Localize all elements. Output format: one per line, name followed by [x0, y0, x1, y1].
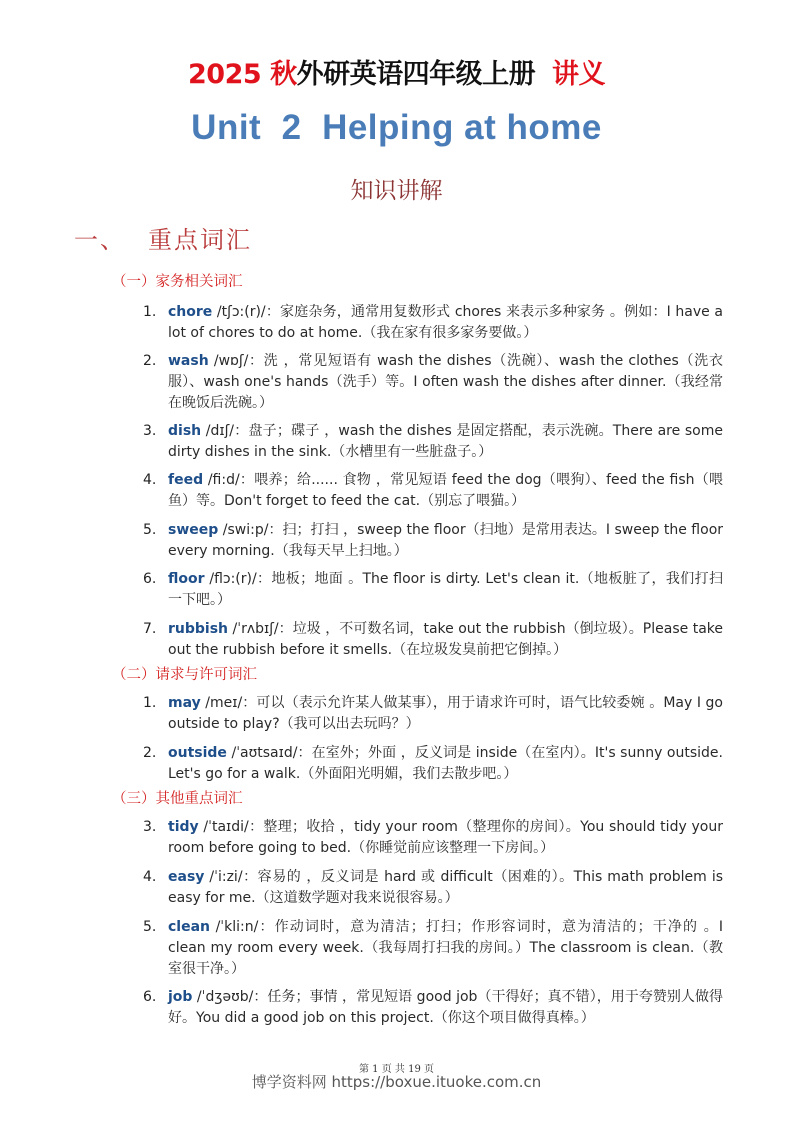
- footer-watermark: 博学资料网 https://boxue.ituoke.com.cn: [251, 1073, 542, 1091]
- item-number: 5.: [143, 919, 157, 935]
- vocab-item: [143, 569, 723, 611]
- item-number: 1.: [143, 304, 157, 320]
- vocab-word: tidy: [168, 819, 199, 835]
- phonetic: /ˈtaɪdi/：: [198, 819, 264, 835]
- explanation: 洗 ，常见短语有 wash the dishes（洗碗）、wash the clothes（洗衣服）、wash one's hands（洗手）等。I often wash the dishes after dinner.（我经常在晚饭后洗碗。）: [168, 353, 723, 411]
- vocab-word: rubbish: [168, 621, 229, 637]
- item-number: 6.: [143, 571, 157, 587]
- explanation: 整理；收拾 ，tidy your room（整理你的房间）。You should tidy your room before going to bed.（你睡觉前应该整理一下房间。）: [168, 819, 723, 856]
- explanation: 家庭杂务，通常用复数形式 chores 来表示多种家务 。例如：I have a lot of chores to do at home.（我在家有很多家务要做。）: [168, 304, 723, 341]
- vocab-item: [143, 421, 723, 463]
- phonetic: /fi:d/：: [203, 472, 255, 488]
- phonetic: /flɔ:(r)/：: [204, 571, 272, 587]
- title-main: 外研英语四年级上册: [296, 59, 536, 90]
- phonetic: /ˈkli:n/：: [210, 919, 275, 935]
- item-number: 4.: [143, 869, 157, 885]
- item-number: 2.: [143, 353, 157, 369]
- phonetic: /swi:p/：: [218, 522, 283, 538]
- item-number: 4.: [143, 472, 157, 488]
- vocab-item: [143, 917, 723, 980]
- explanation: 容易的 ，反义词是 hard 或 difficult（困难的）。This math problem is easy for me.（这道数学题对我来说很容易。）: [168, 869, 724, 906]
- item-number: 7.: [143, 621, 157, 637]
- subsection-heading: （三）其他重点词汇: [112, 791, 243, 807]
- phonetic: /meɪ/：: [200, 695, 257, 711]
- section-heading: [74, 220, 252, 255]
- explanation: 垃圾 ，不可数名词，take out the rubbish（倒垃圾）。Please take out the rubbish before it smells.（在垃圾发臭前把它倒掉。）: [168, 621, 723, 658]
- vocab-item: [143, 817, 723, 859]
- phonetic: /ˈi:zi/：: [204, 869, 258, 885]
- document-title: [0, 52, 793, 91]
- vocab-item: [143, 302, 723, 344]
- vocab-word: feed: [168, 472, 204, 488]
- explanation: 作动词时，意为清洁；打扫；作形容词时，意为清洁的；干净的 。I clean my room every week.（我每周打扫我的房间。）The classroom is clean.（教室很干净。）: [168, 919, 723, 977]
- phonetic: /tʃɔ:(r)/：: [212, 304, 281, 320]
- vocab-item: [143, 987, 723, 1029]
- vocab-word: clean: [168, 919, 211, 935]
- vocab-item: [143, 743, 723, 785]
- item-number: 5.: [143, 522, 157, 538]
- subsection-heading: （一）家务相关词汇: [112, 274, 243, 290]
- explanation: 盘子；碟子 ，wash the dishes 是固定搭配，表示洗碗。There are some dirty dishes in the sink.（水槽里有一些脏盘子。）: [168, 423, 723, 460]
- section-label: 重点词汇: [148, 226, 252, 254]
- vocab-word: wash: [168, 353, 209, 369]
- unit-title: Unit 2 Helping at home: [191, 108, 602, 147]
- title-suffix: 讲义: [551, 59, 605, 90]
- vocab-word: may: [168, 695, 201, 711]
- explanation: 任务；事情 ，常见短语 good job（干得好；真不错），用于夸赞别人做得好。You did a good job on this project.（你这个项目做得真棒。）: [168, 989, 723, 1026]
- explanation: 喂养；给...... 食物 ，常见短语 feed the dog（喂狗）、feed the fish（喂鱼）等。Don't forget to feed the cat.（别忘了喂猫。）: [168, 472, 723, 509]
- subtitle: 知识讲解: [350, 178, 443, 204]
- phonetic: /ˈrʌbɪʃ/：: [228, 621, 293, 637]
- vocab-item: [143, 867, 723, 909]
- vocab-item: [143, 619, 723, 661]
- vocab-item: [143, 470, 723, 512]
- explanation: 地板；地面 。The floor is dirty. Let's clean it.（地板脏了，我们打扫一下吧。）: [168, 571, 723, 608]
- item-number: 1.: [143, 695, 157, 711]
- vocab-word: outside: [168, 745, 227, 761]
- vocab-word: chore: [168, 304, 213, 320]
- vocab-word: easy: [168, 869, 205, 885]
- vocab-item: [143, 693, 723, 735]
- explanation: 可以（表示允许某人做某事），用于请求许可时，语气比较委婉 。May I go outside to play?（我可以出去玩吗？）: [168, 695, 723, 732]
- title-season: 秋: [270, 59, 297, 90]
- vocab-word: sweep: [168, 522, 219, 538]
- phonetic: /ˈdʒəʊb/：: [192, 989, 268, 1005]
- explanation: 在室外；外面 ，反义词是 inside（在室内）。It's sunny outside. Let's go for a walk.（外面阳光明媚，我们去散步吧。）: [168, 745, 723, 782]
- item-number: 3.: [143, 819, 157, 835]
- subsection-heading: （二）请求与许可词汇: [112, 667, 257, 683]
- section-number: 一、: [74, 226, 126, 254]
- item-number: 2.: [143, 745, 157, 761]
- vocab-item: [143, 351, 723, 414]
- vocab-item: [143, 520, 723, 562]
- explanation: 扫；打扫 ，sweep the floor（扫地）是常用表达。I sweep the floor every morning.（我每天早上扫地。）: [168, 522, 724, 559]
- phonetic: /wɒʃ/：: [208, 353, 264, 369]
- title-year: 2025: [188, 59, 262, 90]
- vocab-word: job: [168, 989, 193, 1005]
- vocab-word: dish: [168, 423, 202, 439]
- vocab-word: floor: [168, 571, 205, 587]
- item-number: 6.: [143, 989, 157, 1005]
- phonetic: /ˈaʊtsaɪd/：: [226, 745, 312, 761]
- phonetic: /dɪʃ/：: [201, 423, 249, 439]
- page-number: 第 1 页 共 19 页: [359, 1064, 434, 1075]
- item-number: 3.: [143, 423, 157, 439]
